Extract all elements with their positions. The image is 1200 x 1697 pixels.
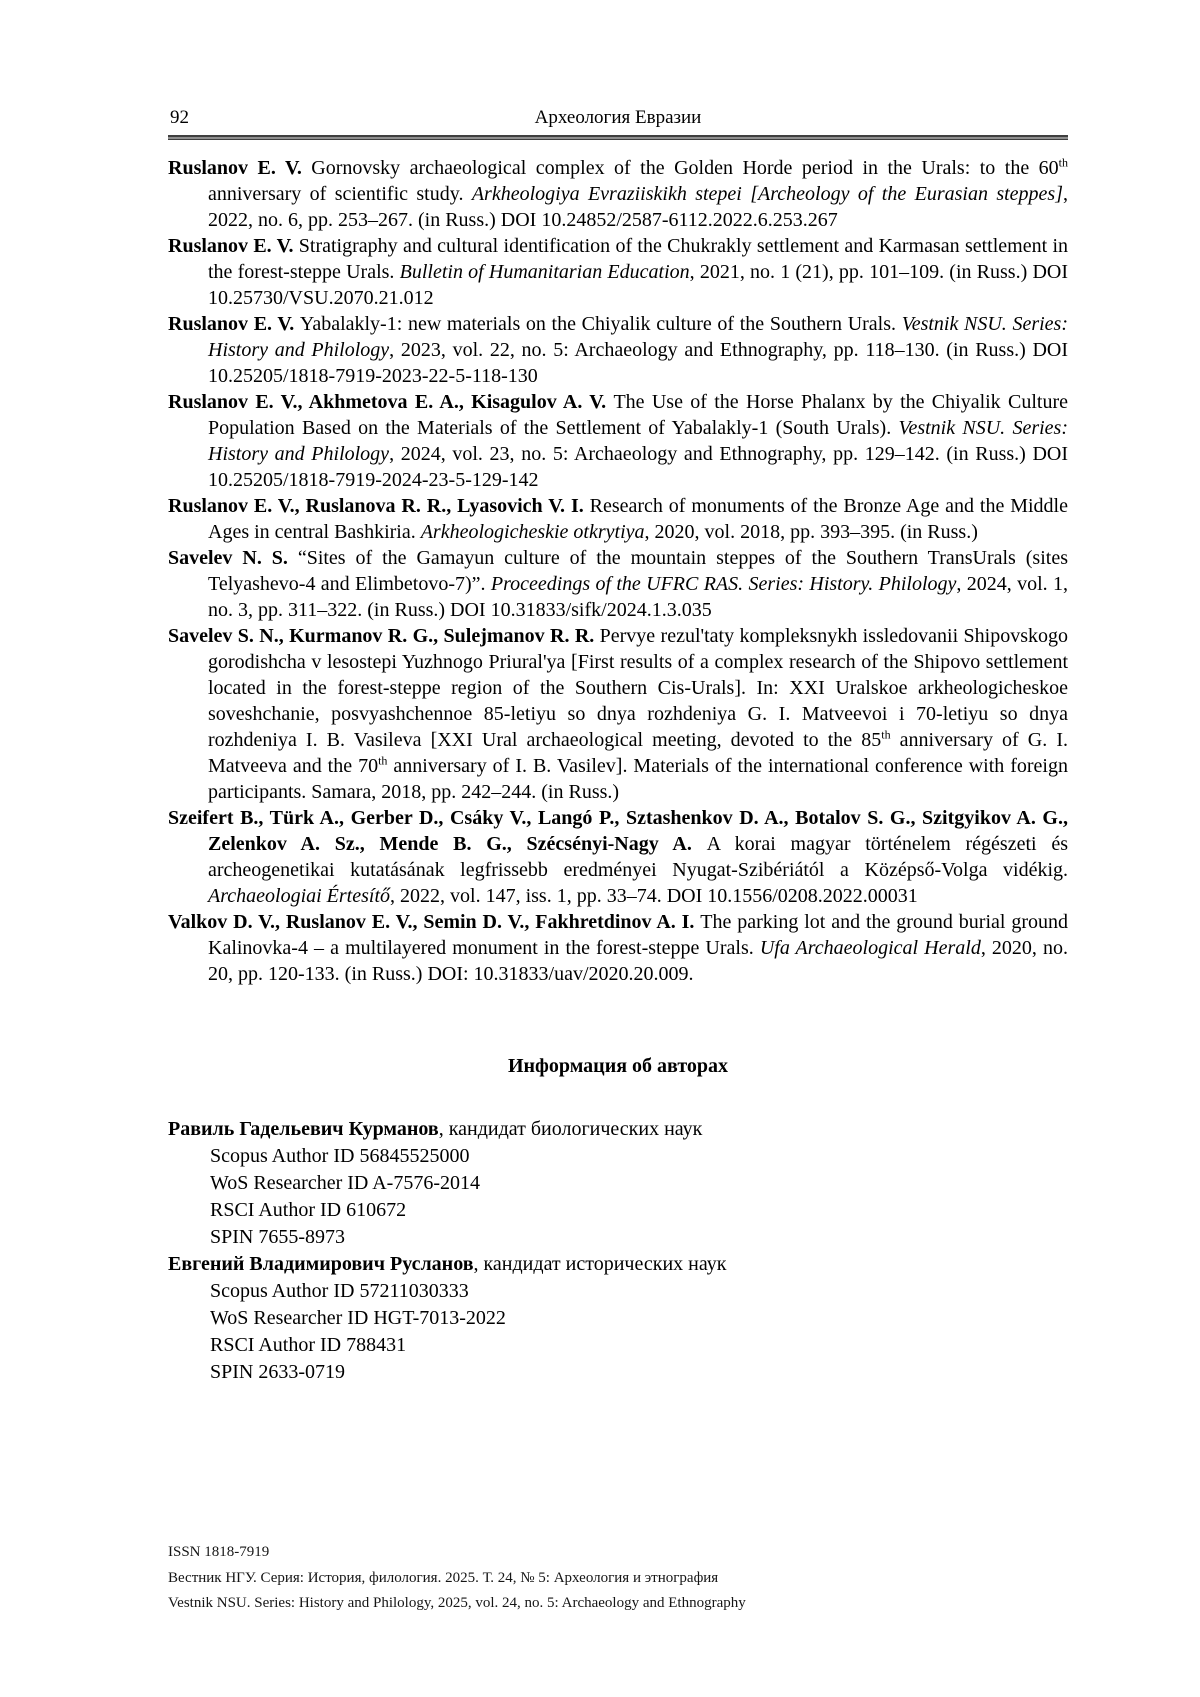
page-number: 92 xyxy=(170,107,189,128)
reference-entry xyxy=(168,909,1068,987)
reference-entry xyxy=(168,311,1068,389)
reference-text-italic: Archaeologiai Értesítő xyxy=(208,885,391,907)
author-id-line: WoS Researcher ID A-7576-2014 xyxy=(210,1172,480,1194)
reference-text-normal: , 2024, vol. 23, no. 5: Archaeology and Ethnography, pp. 129–142. (in Russ.) DOI 10.25205/1818-7919-2024-23-5-129-142 xyxy=(208,443,1068,491)
footer-journal-title-ru: Вестник НГУ. Серия: История, филология. 2025. Т. 24, № 5: Археология и этнография xyxy=(168,1569,719,1586)
reference-entry xyxy=(168,805,1068,909)
references-list xyxy=(168,155,1068,987)
reference-text-italic: Arkheologicheskie otkrytiya xyxy=(420,521,645,543)
author-degree: , кандидат биологических наук xyxy=(438,1118,703,1140)
authors-list xyxy=(168,1116,1068,1386)
authors-section-title: Информация об авторах xyxy=(507,1055,729,1077)
reference-text-bold: Ruslanov E. V. xyxy=(168,157,312,179)
reference-entry xyxy=(168,155,1068,233)
reference-text-bold: Ruslanov E. V. xyxy=(168,313,300,335)
reference-entry xyxy=(168,389,1068,493)
reference-text-normal: “Sites of the Gamayun culture of the mountain steppes of the Southern TransUrals (sites Telyashevo-4 and Elimbetovo-7)”. xyxy=(208,547,1068,595)
reference-text-normal: The Use of the Horse Phalanx by the Chiyalik Culture Population Based on the Materials of the Settlement of Yabalakly-1 (South Urals). xyxy=(208,391,1068,439)
reference-text-italic: Proceedings of the UFRC RAS. Series: History. Philology xyxy=(490,573,957,595)
reference-text-normal: anniversary of G. I. Matveeva and the 70 xyxy=(208,729,1068,777)
author-id-line: Scopus Author ID 56845525000 xyxy=(210,1145,470,1167)
author-id-line: SPIN 7655-8973 xyxy=(210,1226,346,1248)
reference-text-normal: , 2022, no. 6, pp. 253–267. (in Russ.) DOI 10.24852/2587-6112.2022.6.253.267 xyxy=(208,183,1068,231)
reference-text-normal: Gornovsky archaeological complex of the Golden Horde period in the Urals: to the 60 xyxy=(311,157,1059,179)
reference-text-italic: Vestnik NSU. Series: History and Philology xyxy=(208,417,1068,465)
author-name: Равиль Гадельевич Курманов xyxy=(168,1118,439,1140)
reference-text-normal: Stratigraphy and cultural identification of the Chukrakly settlement and Karmasan settlement in the forest-steppe Urals. xyxy=(208,235,1068,283)
reference-text-normal: , 2024, vol. 1, no. 3, pp. 311–322. (in Russ.) DOI 10.31833/sifk/2024.1.3.035 xyxy=(208,573,1068,621)
author-id-line: Scopus Author ID 57211030333 xyxy=(210,1280,469,1302)
reference-text-bold: Ruslanov E. V., Ruslanova R. R., Lyasovich V. I. xyxy=(168,495,590,517)
ordinal-superscript: th xyxy=(1058,155,1069,170)
reference-text-italic: Ufa Archaeological Herald xyxy=(759,937,981,959)
author-name-line xyxy=(168,1116,1068,1143)
footer-journal-title-en: Vestnik NSU. Series: History and Philology, 2025, vol. 24, no. 5: Archaeology and Ethnography xyxy=(168,1595,746,1611)
ordinal-superscript: th xyxy=(881,727,891,742)
reference-text-normal: The parking lot and the ground burial ground Kalinovka-4 – a multilayered monument in the forest-steppe Urals. xyxy=(208,911,1068,959)
reference-text-normal: anniversary of I. B. Vasilev]. Materials of the international conference with foreign participants. Samara, 2018, pp. 242–244. (in Russ.) xyxy=(208,755,1068,803)
reference-text-normal: , 2023, vol. 22, no. 5: Archaeology and Ethnography, pp. 118–130. (in Russ.) DOI 10.25205/1818-7919-2023-22-5-118-130 xyxy=(208,339,1069,387)
reference-entry xyxy=(168,233,1068,311)
running-title: Археология Евразии xyxy=(534,107,702,128)
reference-text-italic: Bulletin of Humanitarian Education xyxy=(399,261,690,283)
reference-text-bold: Valkov D. V., Ruslanov E. V., Semin D. V., Fakhretdinov A. I. xyxy=(168,911,701,933)
author-block xyxy=(168,1251,1068,1386)
reference-text-normal: , 2022, vol. 147, iss. 1, pp. 33–74. DOI 10.1556/0208.2022.00031 xyxy=(390,885,918,907)
reference-text-bold: Ruslanov E. V., Akhmetova E. A., Kisagulov A. V. xyxy=(168,391,614,413)
reference-text-normal: , 2020, no. 20, pp. 120-133. (in Russ.) DOI: 10.31833/uav/2020.20.009. xyxy=(208,937,1069,985)
author-name: Евгений Владимирович Русланов xyxy=(168,1253,474,1275)
reference-text-italic: Arkheologiya Evraziiskikh stepei [Archeology of the Eurasian steppes] xyxy=(471,183,1063,205)
header-rule xyxy=(168,135,1068,140)
author-degree: , кандидат исторических наук xyxy=(473,1253,727,1275)
author-id-line: RSCI Author ID 788431 xyxy=(210,1334,407,1356)
reference-text-normal: anniversary of scientific study. xyxy=(208,183,472,205)
author-id-line: SPIN 2633-0719 xyxy=(210,1361,346,1383)
page-footer xyxy=(168,1540,746,1617)
reference-entry xyxy=(168,623,1068,805)
page-header xyxy=(168,106,1068,132)
author-name-line xyxy=(168,1251,1068,1278)
author-id-line: WoS Researcher ID HGT-7013-2022 xyxy=(210,1307,506,1329)
reference-text-italic: Vestnik NSU. Series: History and Philology xyxy=(208,313,1068,361)
reference-entry xyxy=(168,545,1068,623)
reference-text-normal: Yabalakly-1: new materials on the Chiyalik culture of the Southern Urals. xyxy=(299,313,902,335)
reference-entry xyxy=(168,493,1068,545)
reference-text-bold: Ruslanov E. V. xyxy=(168,235,299,257)
reference-text-normal: Research of monuments of the Bronze Age and the Middle Ages in central Bashkiria. xyxy=(208,495,1068,543)
reference-text-bold: Szeifert B., Türk A., Gerber D., Csáky V., Langó P., Sztashenkov D. A., Botalov S. G., Szitgyikov A. G., Zelenkov A. Sz., Mende B. G., Szécsényi-Nagy A. xyxy=(168,807,1068,855)
reference-text-bold: Savelev N. S. xyxy=(168,547,298,569)
ordinal-superscript: th xyxy=(378,753,388,768)
reference-text-bold: Savelev S. N., Kurmanov R. G., Sulejmanov R. R. xyxy=(168,625,600,647)
reference-text-normal: , 2020, vol. 2018, pp. 393–395. (in Russ.) xyxy=(644,521,978,543)
author-block xyxy=(168,1116,1068,1251)
author-id-line: RSCI Author ID 610672 xyxy=(210,1199,407,1221)
reference-text-normal: Pervye rezul'taty kompleksnykh issledovanii Shipovskogo gorodishcha v lesostepi Yuzhnogo Priural'ya [First results of a complex research of the Shipovo settlement located in the forest-steppe region of the Southern Cis-Urals]. In: XXI Uralskoe arkheologicheskoe soveshchanie, posvyashchennoe 85-letiyu so dnya rozhdeniya G. I. Matveevoi i 70-letiyu so dnya rozhdeniya I. B. Vasileva [XXI Ural archaeological meeting, devoted to the 85 xyxy=(208,625,1068,751)
reference-text-normal: A korai magyar történelem régészeti és archeogenetikai kutatásának legfrissebb eredményei Nyugat-Szibériától a Középső-Volga vidékig. xyxy=(208,833,1068,881)
footer-issn: ISSN 1818-7919 xyxy=(168,1544,270,1560)
reference-text-normal: , 2021, no. 1 (21), pp. 101–109. (in Russ.) DOI 10.25730/VSU.2070.21.012 xyxy=(208,261,1068,309)
